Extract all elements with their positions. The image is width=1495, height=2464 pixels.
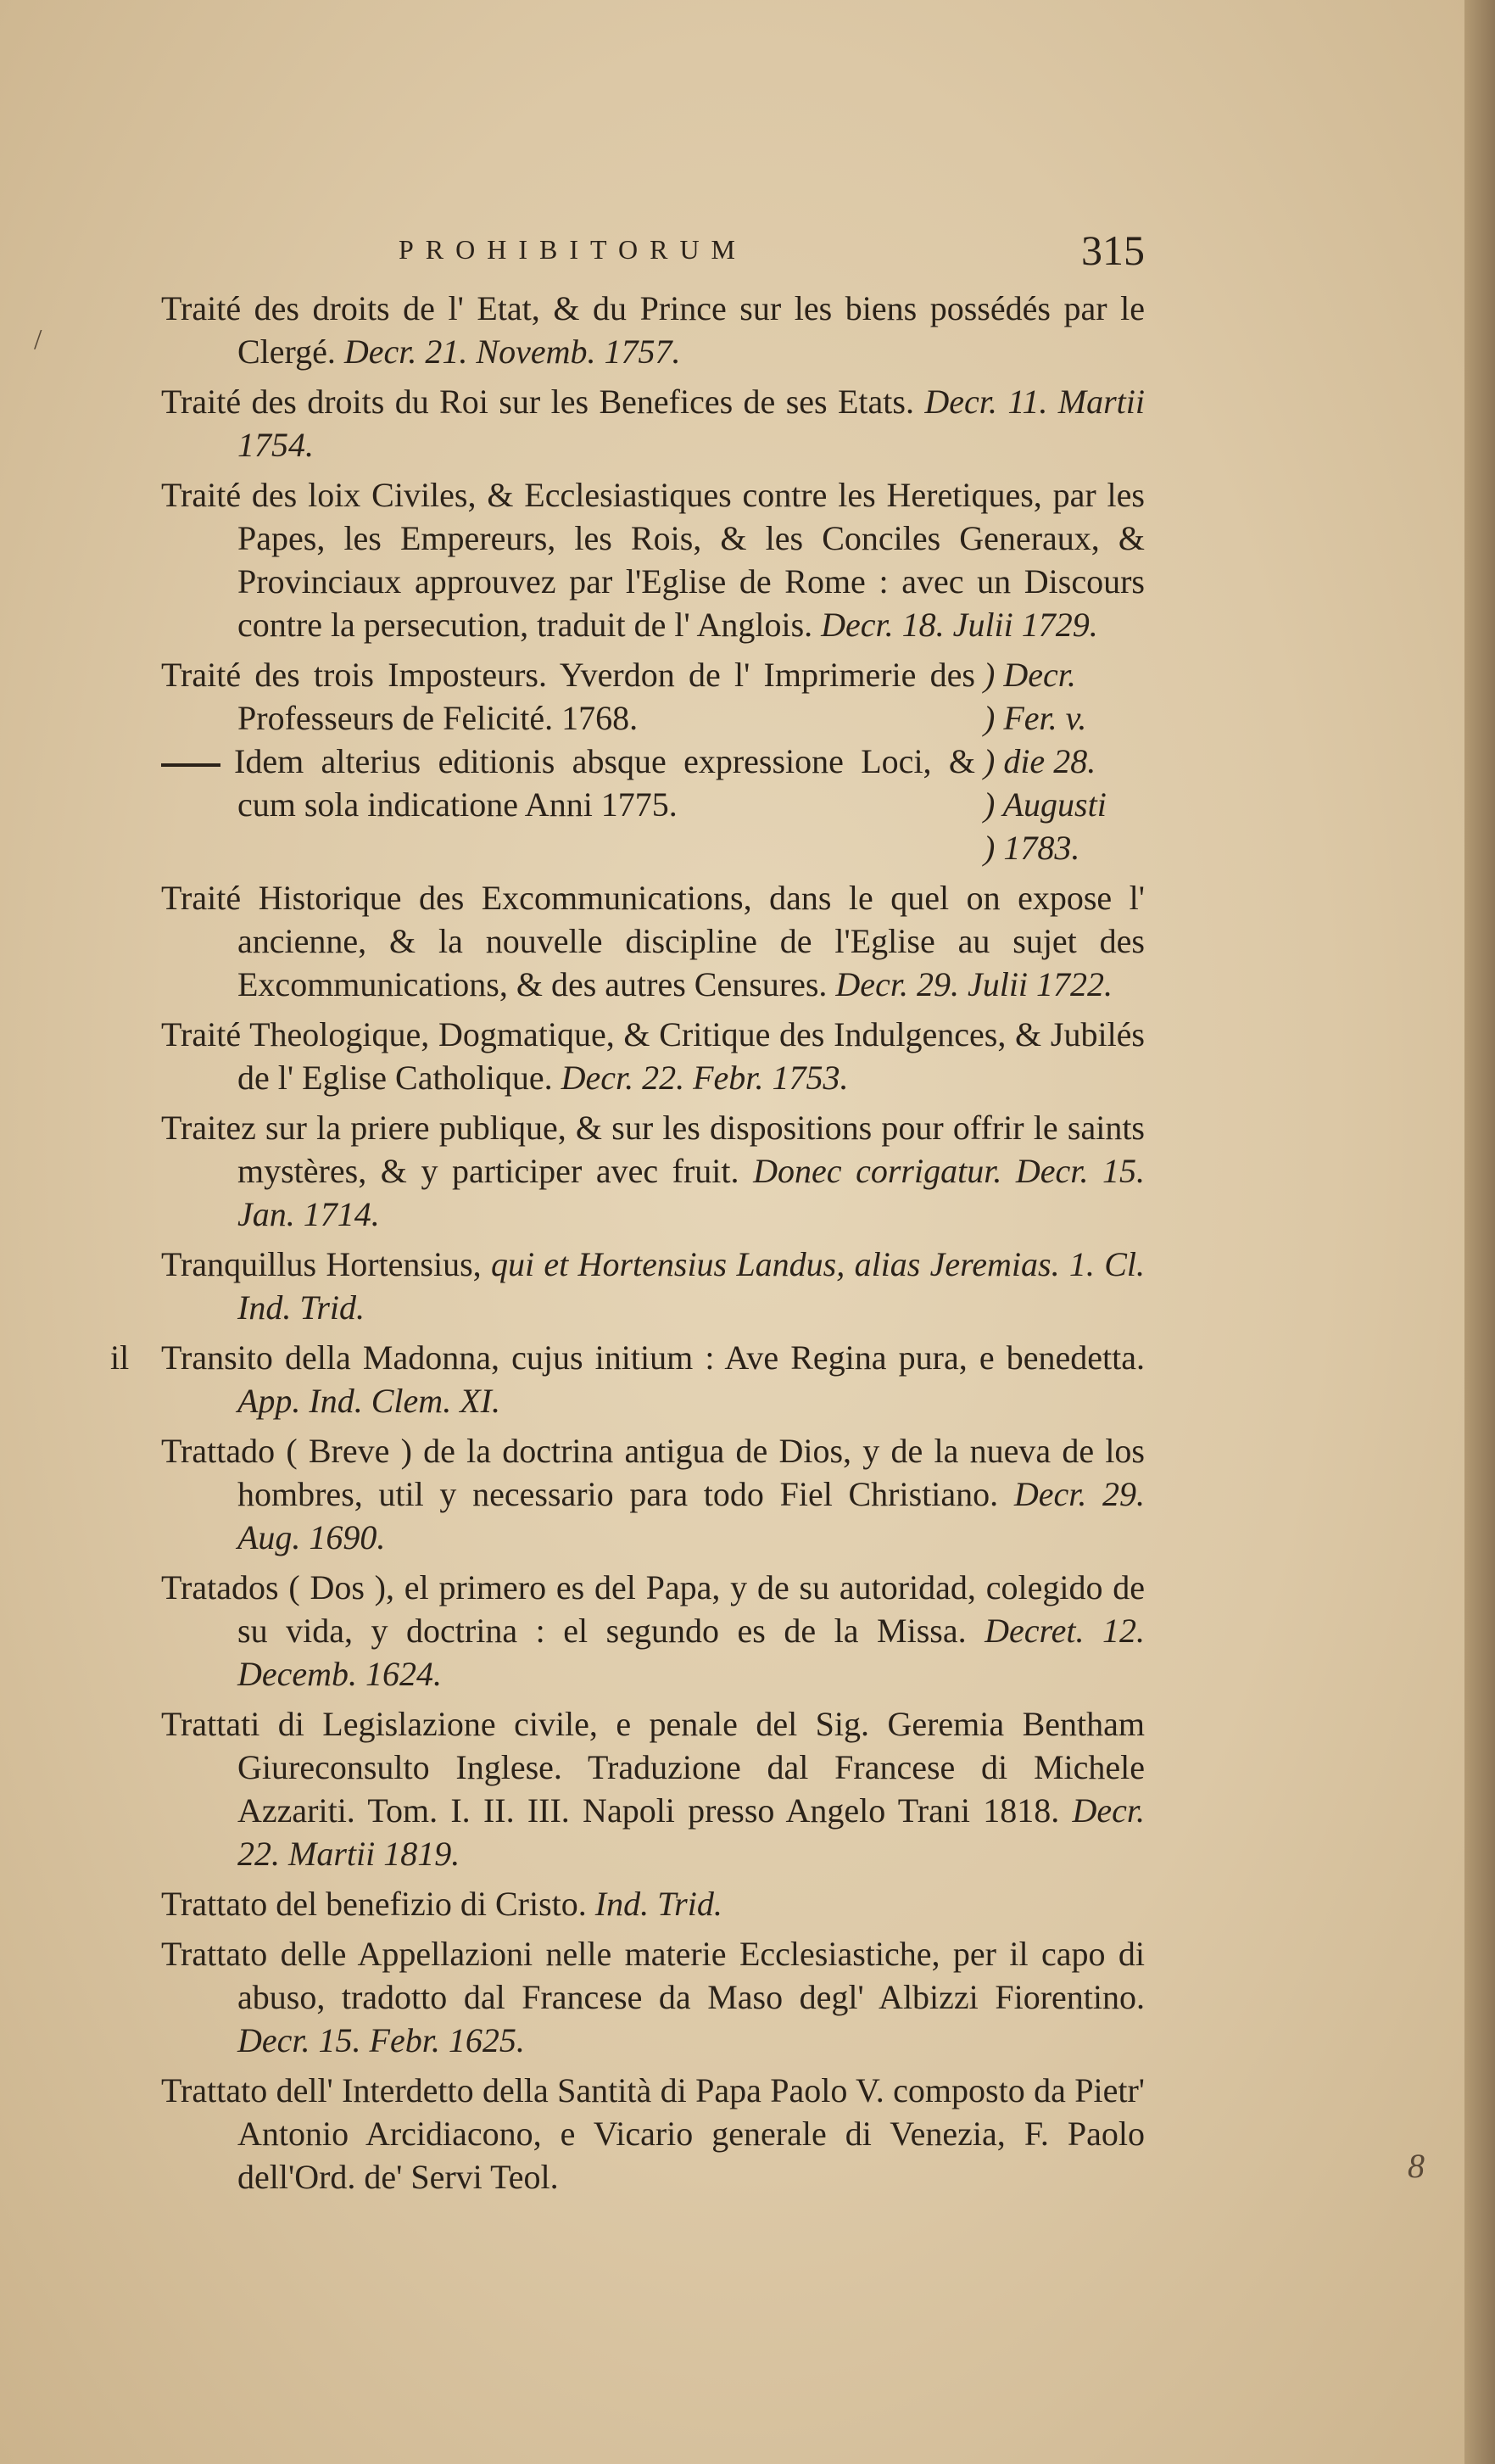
subentry-text: Idem alterius editionis absque expressione Loci, & cum sola indicatione Anni 1775. <box>234 742 975 824</box>
index-entry <box>110 1336 1145 1422</box>
index-entry <box>161 1243 1145 1329</box>
decree-line: ) Fer. v. <box>984 699 1087 737</box>
entry-title: Trattato dell' Interdetto della Santità di Papa Paolo V. composto da Pietr' Antonio Arcidiacono, e Vicario generale di Venezia, F. Paolo dell'Ord. de' Servi Teol. <box>161 2071 1145 2196</box>
index-entry <box>161 653 975 740</box>
entry-title: Trattato delle Appellazioni nelle materie Ecclesiastiche, per il capo di abuso, tradotto dal Francese da Maso degl' Albizzi Fiorentino. <box>161 1935 1145 2016</box>
entry-decree: Decr. 11. Martii 1754. <box>237 383 1145 464</box>
index-entry <box>161 1702 1145 1875</box>
margin-pencil-mark: 8 <box>1408 2147 1425 2185</box>
entry-decree: Decret. 12. Decemb. 1624. <box>237 1612 1146 1693</box>
index-entry <box>161 2069 1145 2199</box>
page-gutter <box>1464 0 1495 2464</box>
entry-title: Trattati di Legislazione civile, e penale del Sig. Geremia Bentham Giureconsulto Inglese. Traduzione dal Francese di Michele Azzariti. Tom. I. II. III. Napoli presso Angelo Trani 1818. <box>161 1705 1145 1830</box>
decree-line: ) 1783. <box>984 829 1080 867</box>
entry-marker: il <box>110 1338 130 1377</box>
grouped-entry <box>161 653 1145 869</box>
em-dash-rule <box>161 763 220 767</box>
decree-line: ) Decr. <box>984 656 1076 694</box>
entry-decree: Decr. 22. Febr. 1753. <box>561 1059 849 1097</box>
entry-decree: Donec corrigatur. Decr. 15. Jan. 1714. <box>237 1152 1146 1233</box>
entry-decree: Decr. 18. Julii 1729. <box>821 606 1098 644</box>
index-entry <box>161 380 1145 467</box>
index-entry <box>161 1429 1145 1559</box>
entry-decree: Decr. 22. Martii 1819. <box>237 1791 1146 1873</box>
entry-title: Trattado ( Breve ) de la doctrina antigua de Dios, y de la nueva de los hombres, util y necessario para todo Fiel Christiano. <box>161 1432 1145 1513</box>
entry-title: Traité Theologique, Dogmatique, & Critique des Indulgences, & Jubilés de l' Eglise Catholique. <box>161 1015 1145 1097</box>
entry-decree: Decr. 29. Julii 1722. <box>835 965 1113 1003</box>
decree-line: ) Augusti <box>984 785 1107 824</box>
margin-tick-mark: / <box>34 324 42 355</box>
page-header <box>399 226 1145 285</box>
entry-decree: Decr. 15. Febr. 1625. <box>237 2021 525 2059</box>
bracket-decree <box>975 653 1145 869</box>
entry-decree: Decr. 21. Novemb. 1757. <box>343 332 681 371</box>
running-head: PROHIBITORUM <box>399 234 747 265</box>
entry-title: Traité des droits du Roi sur les Benefices de ses Etats. <box>161 383 914 421</box>
entry-decree: Decr. 29. Aug. 1690. <box>237 1475 1146 1556</box>
index-entries <box>110 287 1146 2205</box>
page-number: 315 <box>1081 226 1145 274</box>
index-subentry <box>161 740 975 826</box>
index-entry <box>161 473 1145 646</box>
entry-title: Tranquillus Hortensius, <box>161 1245 482 1283</box>
index-entry <box>161 1013 1145 1099</box>
entry-title: Trattato del benefizio di Cristo. <box>161 1885 587 1923</box>
decree-line: ) die 28. <box>984 742 1096 780</box>
index-entry <box>161 1882 1145 1925</box>
entry-title: Traité Historique des Excommunications, dans le quel on expose l' ancienne, & la nouvelle discipline de l'Eglise au sujet des Excommunications, & des autres Censures. <box>161 879 1145 1003</box>
entry-title: Traitez sur la priere publique, & sur les dispositions pour offrir le saints mystères, & y participer avec fruit. <box>161 1109 1145 1190</box>
entry-title: Transito della Madonna, cujus initium : Ave Regina pura, e benedetta. <box>161 1338 1145 1377</box>
index-entry <box>161 876 1145 1006</box>
entry-decree: qui et Hortensius Landus, alias Jeremias. 1. Cl. Ind. Trid. <box>237 1245 1145 1327</box>
index-entry <box>161 1566 1145 1696</box>
entry-title: Traité des droits de l' Etat, & du Prince sur les biens possédés par le Clergé. <box>161 289 1145 371</box>
entry-decree: App. Ind. Clem. XI. <box>237 1382 500 1420</box>
index-entry <box>161 287 1145 373</box>
entry-title: Traité des loix Civiles, & Ecclesiastiques contre les Heretiques, par les Papes, les Empereurs, les Rois, & les Conciles Generaux, & Provinciaux approuvez par l'Eglise de Rome : avec un Discours contre la persecution, traduit de l' Anglois. <box>161 476 1145 644</box>
index-entry <box>161 1106 1145 1236</box>
index-entry <box>161 1932 1145 2062</box>
entry-title: Tratados ( Dos ), el primero es del Papa, y de su autoridad, colegido de su vida, y doctrina : el segundo es de la Missa. <box>161 1568 1145 1650</box>
entry-title: Traité des trois Imposteurs. Yverdon de l' Imprimerie des Professeurs de Felicité. 1768. <box>161 656 975 737</box>
entry-decree: Ind. Trid. <box>594 1885 722 1923</box>
